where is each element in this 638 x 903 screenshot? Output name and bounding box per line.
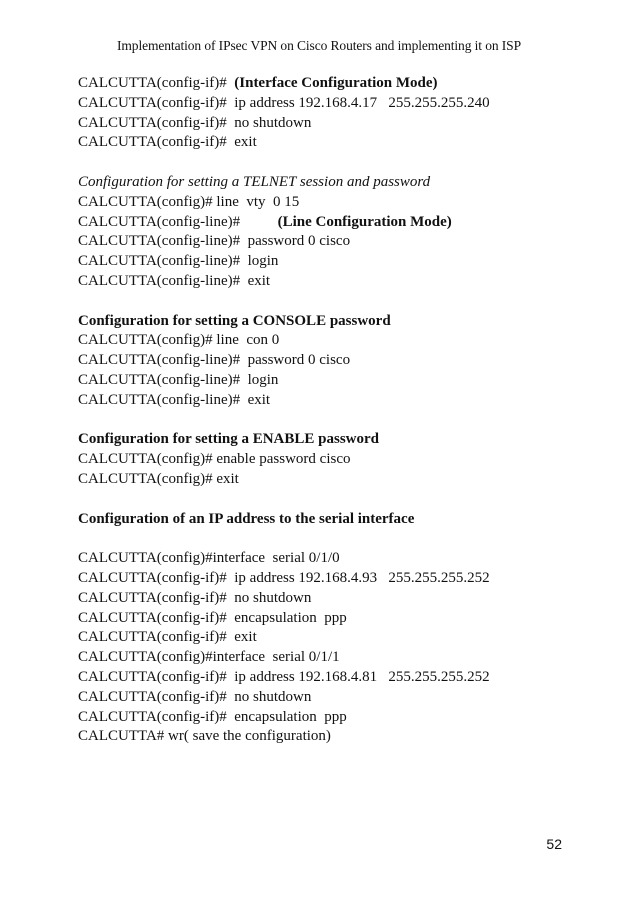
command-line: CALCUTTA(config-line)# login — [78, 371, 279, 388]
command-line: CALCUTTA(config-if)# exit — [78, 134, 257, 151]
spacer — [78, 292, 578, 312]
spacer — [78, 529, 578, 549]
command-line: CALCUTTA(config-line)# login — [78, 253, 279, 270]
page-body — [78, 74, 578, 747]
command-line: CALCUTTA(config)# exit — [78, 470, 239, 487]
command-line: CALCUTTA(config-if)# ip address 192.168.4.17 255.255.255.240 — [78, 94, 490, 111]
command-line: CALCUTTA(config)# enable password cisco — [78, 451, 351, 468]
command-line: CALCUTTA(config)#interface serial 0/1/0 — [78, 550, 340, 567]
command-line: CALCUTTA(config-if)# encapsulation ppp — [78, 708, 347, 725]
command-line: CALCUTTA(config-line)# exit — [78, 272, 271, 289]
section-heading-console: Configuration for setting a CONSOLE password — [78, 312, 391, 329]
running-header: Implementation of IPsec VPN on Cisco Routers and implementing it on ISP — [117, 38, 521, 53]
command-line: CALCUTTA(config-if)# ip address 192.168.4.81 255.255.255.252 — [78, 668, 490, 685]
command-line: CALCUTTA(config-line)# password 0 cisco — [78, 233, 351, 250]
command-prompt: CALCUTTA(config-if)# — [78, 75, 235, 91]
spacer — [78, 153, 578, 173]
command-line: CALCUTTA(config-if)# ip address 192.168.4.93 255.255.255.252 — [78, 569, 490, 586]
page-number: 52 — [546, 836, 562, 852]
command-line: CALCUTTA# wr( save the configuration) — [78, 728, 331, 745]
section-heading-serial: Configuration of an IP address to the serial interface — [78, 510, 415, 527]
command-line: CALCUTTA(config)#interface serial 0/1/1 — [78, 649, 340, 666]
command-line: CALCUTTA(config-if)# no shutdown — [78, 114, 312, 131]
command-line — [78, 213, 578, 233]
command-prompt: CALCUTTA(config-line)# — [78, 213, 278, 230]
spacer — [78, 411, 578, 431]
command-line: CALCUTTA(config-line)# exit — [78, 391, 271, 408]
spacer — [78, 490, 578, 510]
command-line: CALCUTTA(config-if)# exit — [78, 629, 257, 646]
mode-note: (Interface Configuration Mode) — [234, 75, 438, 91]
command-line: CALCUTTA(config-if)# encapsulation ppp — [78, 609, 347, 626]
command-line: CALCUTTA(config)# line con 0 — [78, 332, 280, 349]
command-line: CALCUTTA(config-if)# no shutdown — [78, 688, 312, 705]
section-heading-enable: Configuration for setting a ENABLE password — [78, 431, 380, 448]
section-heading-telnet: Configuration for setting a TELNET session and password — [78, 173, 431, 190]
command-line: CALCUTTA(config-if)# no shutdown — [78, 589, 312, 606]
command-line — [78, 74, 578, 94]
command-line: CALCUTTA(config-line)# password 0 cisco — [78, 352, 351, 369]
command-line: CALCUTTA(config)# line vty 0 15 — [78, 193, 300, 210]
mode-note: (Line Configuration Mode) — [277, 213, 452, 230]
